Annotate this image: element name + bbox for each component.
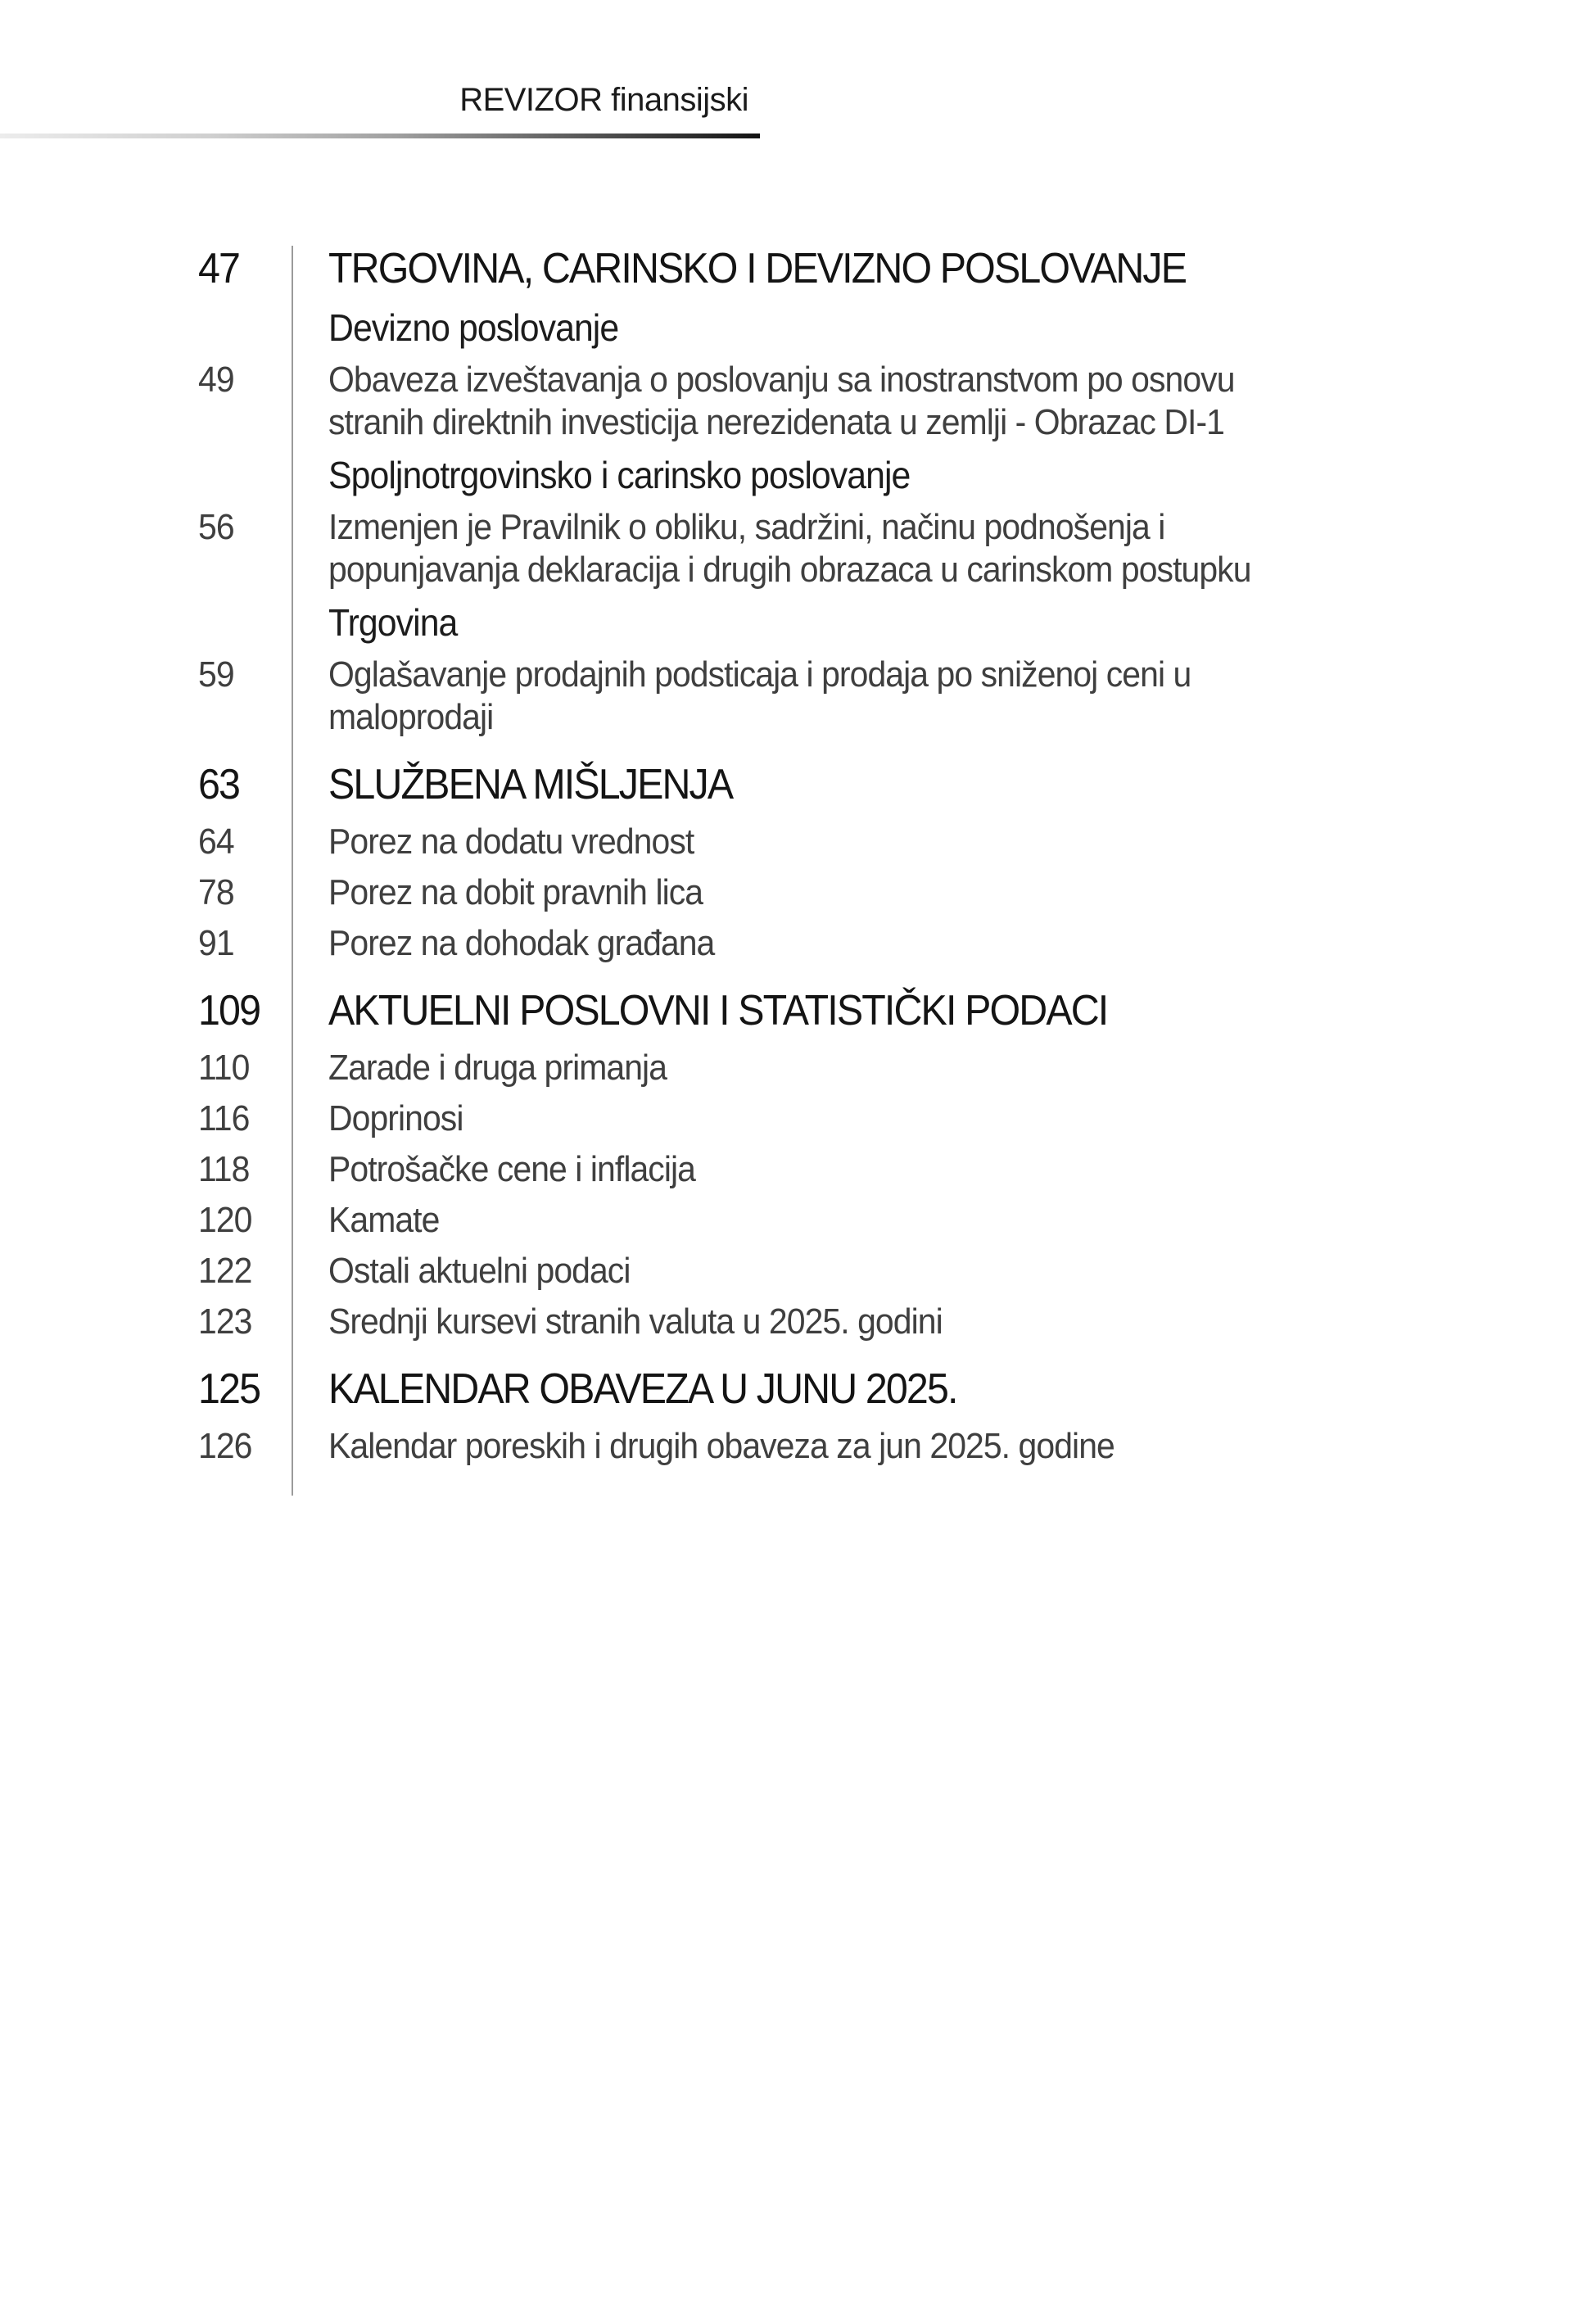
table-of-contents [198, 242, 1426, 1468]
toc-entry-text [328, 1047, 692, 1089]
publication-title: REVIZOR finansijski [459, 82, 748, 118]
toc-row [198, 821, 1426, 863]
toc-row [198, 1301, 1426, 1343]
toc-row [198, 922, 1426, 965]
toc-row [198, 506, 1426, 591]
toc-page-number: 109 [198, 987, 260, 1034]
toc-page-number: 110 [198, 1048, 250, 1088]
toc-row [198, 1148, 1426, 1191]
toc-entry-line: Zarade i druga primanja [328, 1048, 667, 1088]
toc-entry-line: Oglašavanje prodajnih podsticaja i prodaja po sniženoj ceni u [328, 654, 1191, 695]
section-title: SLUŽBENA MIŠLJENJA [328, 761, 733, 808]
toc-entry-line: stranih direktnih investicija nerezidenata u zemlji - Obrazac DI-1 [328, 402, 1224, 442]
toc-page-number: 123 [198, 1301, 252, 1342]
toc-entry-text [328, 452, 954, 498]
toc-entry-line: Potrošačke cene i inflacija [328, 1149, 695, 1189]
toc-page-number: 116 [198, 1098, 250, 1138]
subsection-title: Devizno poslovanje [328, 306, 619, 349]
toc-page-number: 126 [198, 1426, 252, 1466]
toc-entry-text [328, 1148, 723, 1191]
toc-entry-line: Porez na dobit pravnih lica [328, 872, 703, 912]
toc-entry-line: maloprodaji [328, 697, 494, 737]
toc-row [198, 1047, 1426, 1089]
toc-page-number: 125 [198, 1365, 260, 1413]
toc-row [198, 871, 1426, 914]
page-header [0, 0, 760, 138]
toc-entry-text [328, 242, 1250, 295]
toc-entry-text [328, 1199, 448, 1242]
toc-row [198, 1199, 1426, 1242]
toc-row [198, 654, 1426, 739]
section-title: TRGOVINA, CARINSKO I DEVIZNO POSLOVANJE [328, 245, 1187, 292]
toc-entry-line: Izmenjen je Pravilnik o obliku, sadržini, načinu podnošenja i [328, 507, 1165, 547]
toc-page-number: 63 [198, 761, 240, 808]
toc-page-number: 91 [198, 923, 234, 963]
toc-row [198, 242, 1426, 295]
toc-row [198, 359, 1426, 444]
toc-entry-text [328, 1098, 473, 1140]
toc-entry-line: Porez na dodatu vrednost [328, 822, 694, 862]
toc-row [198, 1098, 1426, 1140]
toc-entry-text [328, 506, 1320, 591]
toc-row [198, 1425, 1426, 1468]
toc-entry-line: popunjavanja deklaracija i drugih obrazaca u carinskom postupku [328, 550, 1251, 590]
section-title: AKTUELNI POSLOVNI I STATISTIČKI PODACI [328, 987, 1108, 1034]
toc-page-number: 49 [198, 360, 234, 400]
toc-entry-line: Srednji kursevi stranih valuta u 2025. godini [328, 1301, 943, 1342]
toc-page-number: 47 [198, 245, 240, 292]
toc-entry-text [328, 1425, 1173, 1468]
toc-page-number: 120 [198, 1200, 252, 1240]
toc-row [198, 984, 1426, 1037]
toc-entry-line: Obaveza izveštavanja o poslovanju sa inostranstvom po osnovu [328, 360, 1235, 400]
toc-row [198, 305, 1426, 351]
toc-entry-text [328, 654, 1256, 739]
subsection-title: Spoljnotrgovinsko i carinsko poslovanje [328, 454, 911, 496]
toc-entry-line: Ostali aktuelni podaci [328, 1251, 631, 1291]
toc-page-number: 56 [198, 507, 234, 547]
toc-entry-text [328, 1301, 988, 1343]
toc-entry-line: Kalendar poreskih i drugih obaveza za jun 2025. godine [328, 1426, 1114, 1466]
toc-page-number: 59 [198, 654, 234, 695]
toc-entry-text [328, 922, 744, 965]
toc-entry-text [328, 1363, 1004, 1415]
toc-entry-text [328, 359, 1303, 444]
toc-entry-line: Kamate [328, 1200, 440, 1240]
toc-row [198, 600, 1426, 645]
toc-entry-text [328, 600, 467, 645]
toc-entry-text [328, 984, 1166, 1037]
toc-entry-text [328, 305, 640, 351]
toc-entry-text [328, 1250, 653, 1292]
toc-entry-text [328, 758, 762, 811]
toc-entry-line: Porez na dohodak građana [328, 923, 715, 963]
toc-vertical-rule [292, 246, 293, 1496]
toc-row [198, 758, 1426, 811]
toc-row [198, 452, 1426, 498]
toc-page-number: 78 [198, 872, 234, 912]
toc-page-number: 64 [198, 822, 234, 862]
toc-entry-line: Doprinosi [328, 1098, 463, 1138]
header-gradient-rule [0, 134, 760, 138]
toc-page-number: 118 [198, 1149, 250, 1189]
subsection-title: Trgovina [328, 601, 458, 644]
toc-entry-text [328, 821, 721, 863]
toc-row [198, 1250, 1426, 1292]
toc-entry-text [328, 871, 731, 914]
section-title: KALENDAR OBAVEZA U JUNU 2025. [328, 1365, 957, 1413]
toc-page-number: 122 [198, 1251, 252, 1291]
toc-row [198, 1363, 1426, 1415]
